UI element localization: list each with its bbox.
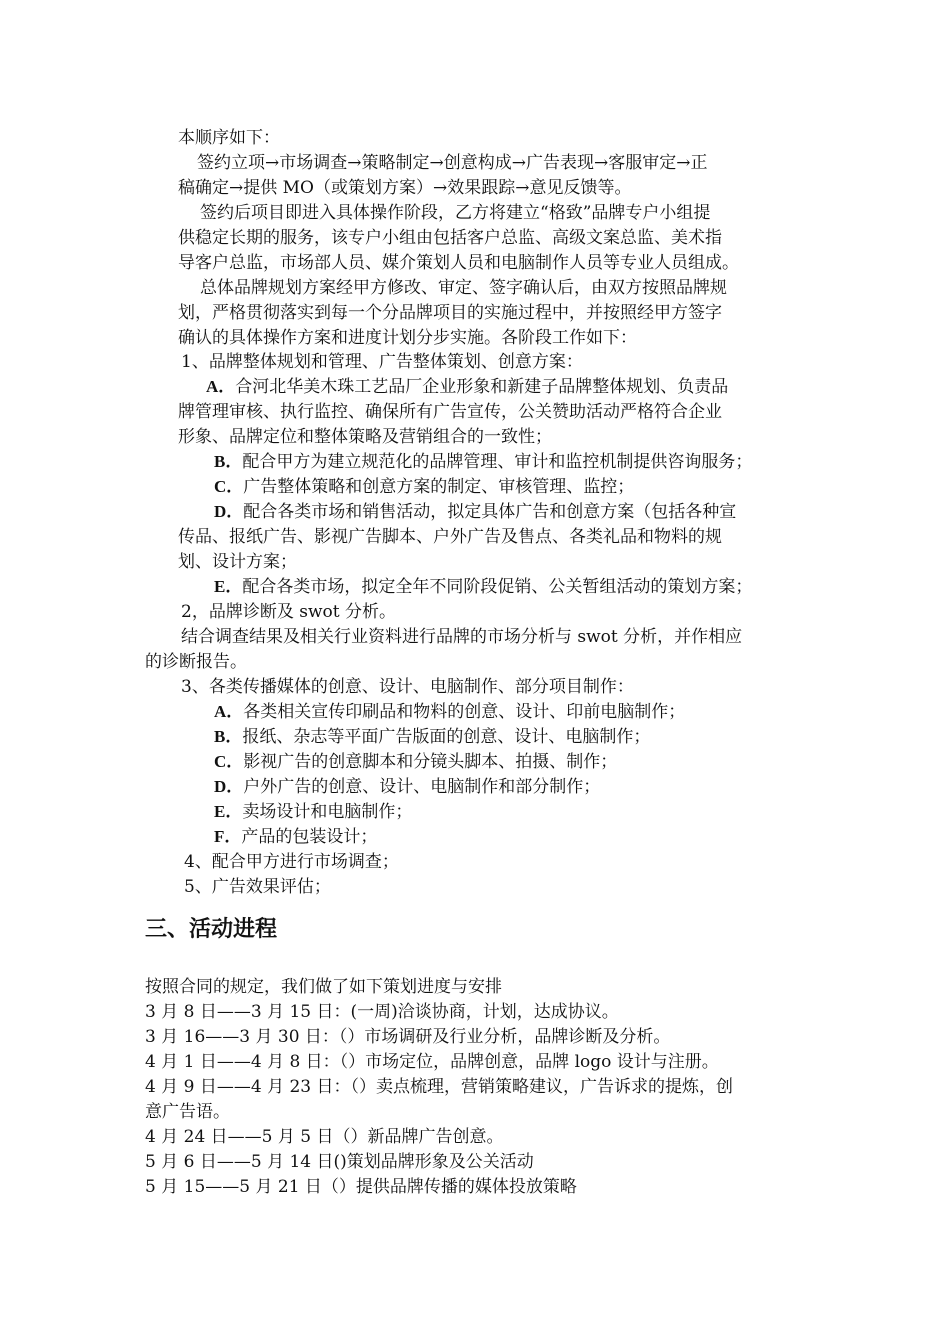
item-marker: B． bbox=[214, 452, 243, 471]
item-marker: D． bbox=[214, 777, 244, 796]
list-item bbox=[206, 375, 728, 399]
list-item bbox=[214, 700, 685, 724]
schedule-line: 3 月 16——3 月 30 日：（）市场调研及行业分析，品牌诊断及分析。 bbox=[145, 1027, 671, 1047]
paragraph-line: 确认的具体操作方案和进度计划分步实施。各阶段工作如下： bbox=[178, 328, 637, 348]
section-title-1: 1、品牌整体规划和管理、广告整体策划、创意方案： bbox=[181, 352, 583, 372]
list-item bbox=[214, 575, 752, 599]
list-item bbox=[214, 475, 634, 499]
item-text: 配合各类市场，拟定全年不同阶段促销、公关暂组活动的策划方案； bbox=[242, 577, 753, 597]
item-text: 卖场设计和电脑制作； bbox=[242, 802, 413, 822]
list-item bbox=[214, 825, 377, 849]
schedule-line: 4 月 1 日——4 月 8 日：（）市场定位，品牌创意，品牌 logo 设计与注册。 bbox=[145, 1052, 719, 1072]
list-item bbox=[214, 450, 752, 474]
item-marker: C． bbox=[214, 752, 244, 771]
paragraph-line: 总体品牌规划方案经甲方修改、审定、签字确认后，由双方按照品牌规 bbox=[200, 278, 727, 298]
item-text: 户外广告的创意、设计、电脑制作和部分制作； bbox=[243, 777, 601, 797]
item-text: 影视广告的创意脚本和分镜头脚本、拍摄、制作； bbox=[243, 752, 618, 772]
item-marker: E． bbox=[214, 577, 243, 596]
list-item bbox=[214, 800, 412, 824]
item-marker: D． bbox=[214, 502, 244, 521]
schedule-line: 5 月 6 日——5 月 14 日()策划品牌形象及公关活动 bbox=[145, 1152, 534, 1172]
item-marker: A． bbox=[206, 377, 236, 396]
item-text: 报纸、杂志等平面广告版面的创意、设计、电脑制作； bbox=[242, 727, 651, 747]
schedule-line: 意广告语。 bbox=[145, 1102, 230, 1122]
schedule-line: 4 月 24 日——5 月 5 日（）新品牌广告创意。 bbox=[145, 1127, 504, 1147]
section-title-4: 4、配合甲方进行市场调查； bbox=[184, 852, 399, 872]
item-text: 配合各类市场和销售活动，拟定具体广告和创意方案（包括各种宣 bbox=[243, 502, 737, 522]
schedule-intro: 按照合同的规定，我们做了如下策划进度与安排 bbox=[145, 977, 502, 997]
item-marker: A． bbox=[214, 702, 244, 721]
item-marker: E． bbox=[214, 802, 243, 821]
paragraph-intro: 本顺序如下： bbox=[178, 128, 280, 148]
item-marker: F． bbox=[214, 827, 242, 846]
schedule-line: 5 月 15——5 月 21 日（）提供品牌传播的媒体投放策略 bbox=[145, 1177, 577, 1197]
item-text: 广告整体策略和创意方案的制定、审核管理、监控； bbox=[243, 477, 635, 497]
item-marker: C． bbox=[214, 477, 244, 496]
list-item bbox=[214, 500, 736, 524]
paragraph-line: 牌管理审核、执行监控、确保所有广告宣传，公关赞助活动严格符合企业 bbox=[178, 402, 722, 422]
section-title-3: 3、各类传播媒体的创意、设计、电脑制作、部分项目制作： bbox=[181, 677, 634, 697]
item-text: 合河北华美木珠工艺品厂企业形象和新建子品牌整体规划、负责品 bbox=[235, 377, 729, 397]
paragraph-line: 划、设计方案； bbox=[178, 552, 297, 572]
schedule-line: 3 月 8 日——3 月 15 日：(一周)洽谈协商，计划，达成协议。 bbox=[145, 1002, 619, 1022]
paragraph-line: 供稳定长期的服务，该专户小组由包括客户总监、高级文案总监、美术指 bbox=[178, 228, 722, 248]
item-marker: B． bbox=[214, 727, 243, 746]
paragraph-line: 划，严格贯彻落实到每一个分品牌项目的实施过程中，并按照经甲方签字 bbox=[178, 303, 722, 323]
paragraph-line: 导客户总监，市场部人员、媒介策划人员和电脑制作人员等专业人员组成。 bbox=[178, 253, 739, 273]
item-text: 各类相关宣传印刷品和物料的创意、设计、印前电脑制作； bbox=[243, 702, 686, 722]
schedule-line: 4 月 9 日——4 月 23 日：（）卖点梳理，营销策略建议，广告诉求的提炼，创 bbox=[145, 1077, 734, 1097]
item-text: 配合甲方为建立规范化的品牌管理、审计和监控机制提供咨询服务； bbox=[242, 452, 753, 472]
list-item bbox=[214, 725, 650, 749]
paragraph-line: 签约后项目即进入具体操作阶段，乙方将建立“格致”品牌专户小组提 bbox=[200, 203, 711, 223]
chapter-heading: 三、活动进程 bbox=[145, 917, 278, 942]
paragraph-line: 传品、报纸广告、影视广告脚本、户外广告及售点、各类礼品和物料的规 bbox=[178, 527, 722, 547]
list-item bbox=[214, 750, 617, 774]
item-text: 产品的包装设计； bbox=[241, 827, 378, 847]
list-item bbox=[214, 775, 600, 799]
process-flow-line: 签约立项→市场调查→策略制定→创意构成→广告表现→客服审定→正 bbox=[197, 153, 708, 173]
process-flow-line: 稿确定→提供 MO（或策划方案）→效果跟踪→意见反馈等。 bbox=[178, 178, 632, 198]
section-title-5: 5、广告效果评估； bbox=[184, 877, 331, 897]
section-title-2: 2，品牌诊断及 swot 分析。 bbox=[181, 602, 396, 622]
paragraph-line: 形象、品牌定位和整体策略及营销组合的一致性； bbox=[178, 427, 552, 447]
paragraph-line: 结合调查结果及相关行业资料进行品牌的市场分析与 swot 分析，并作相应 bbox=[181, 627, 743, 647]
paragraph-line: 的诊断报告。 bbox=[145, 652, 247, 672]
